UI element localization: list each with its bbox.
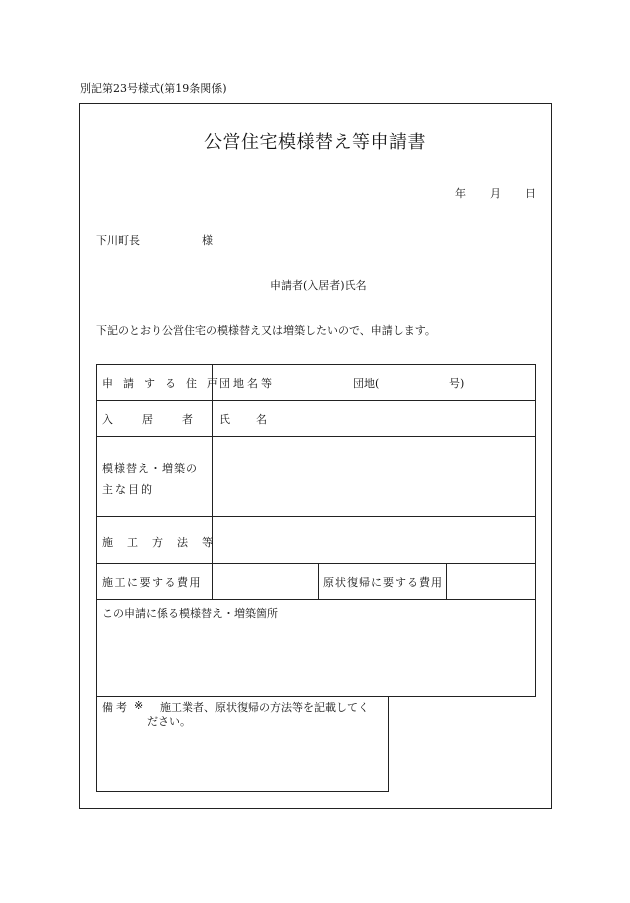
- addressee: 下川町長: [96, 234, 140, 247]
- notes-text-line1: 施工業者、原状復帰の方法等を記載してく: [160, 701, 369, 714]
- purpose-label-line2: 主な目的: [102, 483, 154, 496]
- construction-cost-label: 施工に要する費用: [102, 576, 202, 589]
- date-year: 年: [455, 187, 466, 200]
- table-border-right: [535, 364, 536, 697]
- notes-border-right: [388, 696, 389, 792]
- restoration-cost-label: 原状復帰に要する費用: [323, 576, 443, 589]
- table-row-divider: [96, 599, 536, 600]
- table-border-top: [96, 364, 536, 365]
- table-row-divider: [96, 436, 536, 437]
- table-column-divider: [212, 364, 213, 600]
- table-column-divider: [318, 563, 319, 600]
- notes-border-left: [96, 696, 97, 792]
- table-row-divider: [96, 563, 536, 564]
- notes-border-bottom: [96, 791, 389, 792]
- construction-method-label: 施工方法等: [102, 536, 227, 549]
- purpose-label-line1: 模様替え・増築の: [102, 462, 198, 475]
- honorific: 様: [202, 234, 213, 247]
- notes-text-line2: ださい。: [147, 715, 191, 728]
- form-title: 公営住宅模様替え等申請書: [204, 132, 426, 153]
- resident-label: 入居者: [102, 413, 222, 426]
- applicant-name-label: 申請者(入居者)氏名: [270, 279, 367, 292]
- dwelling-label: 申請する住戸: [102, 377, 228, 390]
- date-day: 日: [525, 187, 536, 200]
- date-month: 月: [490, 187, 501, 200]
- resident-name-label: 氏名: [219, 413, 293, 426]
- table-border-bottom: [96, 696, 536, 697]
- table-row-divider: [96, 516, 536, 517]
- table-row-divider: [96, 400, 536, 401]
- unit-number-label: 号): [449, 377, 465, 390]
- notes-mark: ※: [134, 699, 144, 712]
- housing-estate-label: 団地(: [353, 377, 380, 390]
- notes-label: 備考: [102, 701, 130, 714]
- table-border-left: [96, 364, 97, 697]
- modification-locations-label: この申請に係る模様替え・増築箇所: [102, 607, 278, 620]
- table-column-divider: [446, 563, 447, 600]
- housing-estate-name-label: 団地名等: [219, 377, 275, 390]
- intro-text: 下記のとおり公営住宅の模様替え又は増築したいので、申請します。: [96, 324, 436, 337]
- form-number-caption: 別記第23号様式(第19条関係): [80, 82, 227, 95]
